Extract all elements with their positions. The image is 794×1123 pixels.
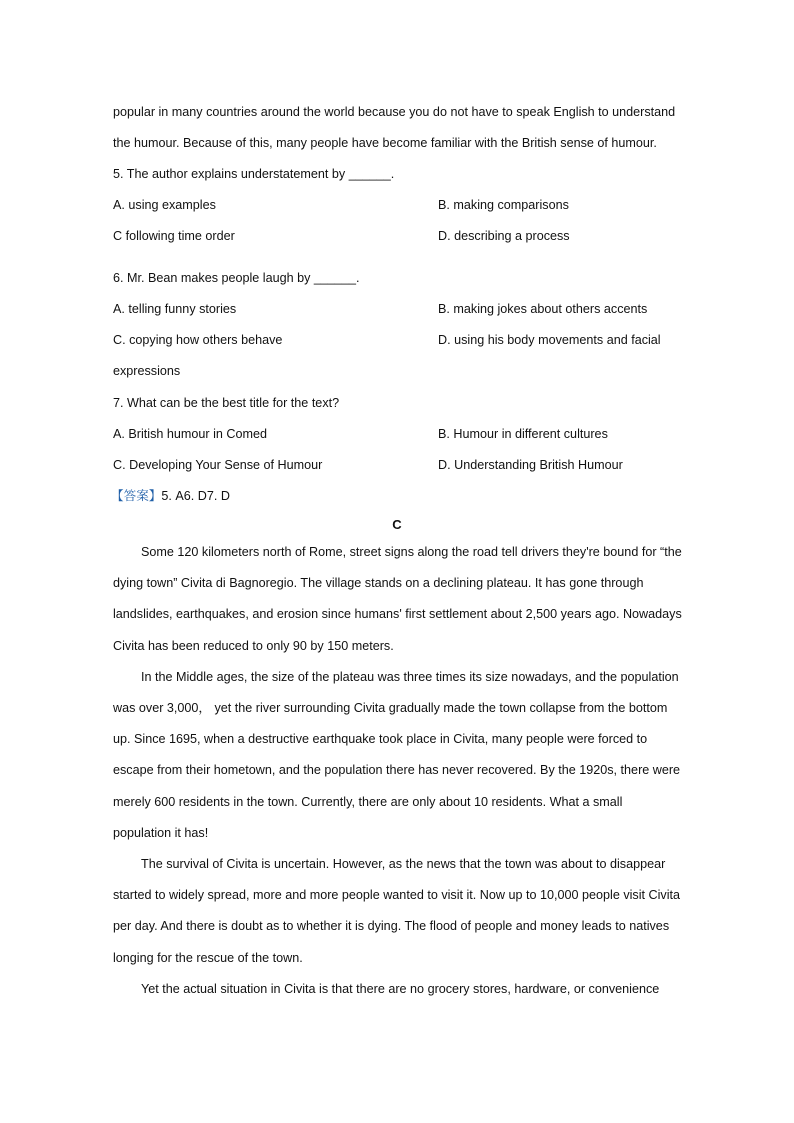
- question-7-option-d: D. Understanding British Humour: [438, 458, 623, 472]
- paragraph-line: Some 120 kilometers north of Rome, street signs along the road tell drivers they're bound for “the: [141, 545, 682, 559]
- question-6-option-d: D. using his body movements and facial: [438, 333, 661, 347]
- question-6-stem: 6. Mr. Bean makes people laugh by ______.: [113, 271, 360, 285]
- question-5-option-b: B. making comparisons: [438, 198, 569, 212]
- passage-line: popular in many countries around the world because you do not have to speak English to understand: [113, 105, 676, 119]
- question-5-option-d: D. describing a process: [438, 229, 570, 243]
- paragraph-line: Civita has been reduced to only 90 by 150 meters.: [113, 639, 394, 653]
- question-7-option-c: C. Developing Your Sense of Humour: [113, 458, 323, 472]
- paragraph-line: longing for the rescue of the town.: [113, 951, 303, 965]
- answer-line: [111, 487, 230, 505]
- passage-line: the humour. Because of this, many people have become familiar with the British sense of humour.: [113, 136, 657, 150]
- question-7-option-b: B. Humour in different cultures: [438, 427, 608, 441]
- paragraph-line: merely 600 residents in the town. Currently, there are only about 10 residents. What a small: [113, 795, 623, 809]
- question-5-option-c: C following time order: [113, 229, 235, 243]
- question-6-option-a: A. telling funny stories: [113, 302, 237, 316]
- paragraph-line: population it has!: [113, 826, 209, 840]
- paragraph-line: The survival of Civita is uncertain. However, as the news that the town was about to disappear: [141, 857, 666, 871]
- question-6-option-d-continued: expressions: [113, 364, 181, 378]
- question-5-stem: 5. The author explains understatement by ______.: [113, 167, 395, 181]
- answer-text: 5. A6. D7. D: [161, 489, 230, 503]
- paragraph-line: per day. And there is doubt as to whether it is dying. The flood of people and money leads to natives: [113, 919, 670, 933]
- question-7-option-a: A. British humour in Comed: [113, 427, 267, 441]
- question-6-option-c: C. copying how others behave: [113, 333, 283, 347]
- paragraph-line: up. Since 1695, when a destructive earthquake took place in Civita, many people were forced to: [113, 732, 648, 746]
- question-6-option-b: B. making jokes about others accents: [438, 302, 648, 316]
- paragraph-line: dying town” Civita di Bagnoregio. The village stands on a declining plateau. It has gone through: [113, 576, 644, 590]
- paragraph-line: was over 3,000， yet the river surrounding Civita gradually made the town collapse from the bottom: [113, 701, 668, 715]
- paragraph-line: escape from their hometown, and the population there has never recovered. By the 1920s, there were: [113, 763, 681, 777]
- paragraph-line: landslides, earthquakes, and erosion since humans' first settlement about 2,500 years ago. Nowadays: [113, 607, 682, 621]
- paragraph-line: In the Middle ages, the size of the plateau was three times its size nowadays, and the population: [141, 670, 679, 684]
- paragraph-line: Yet the actual situation in Civita is that there are no grocery stores, hardware, or convenience: [141, 982, 660, 996]
- section-heading: C: [392, 517, 402, 532]
- answer-label: 【答案】: [111, 489, 162, 503]
- question-5-option-a: A. using examples: [113, 198, 216, 212]
- paragraph-line: started to widely spread, more and more people wanted to visit it. Now up to 10,000 people visit Civita: [113, 888, 681, 902]
- question-7-stem: 7. What can be the best title for the text?: [113, 396, 340, 410]
